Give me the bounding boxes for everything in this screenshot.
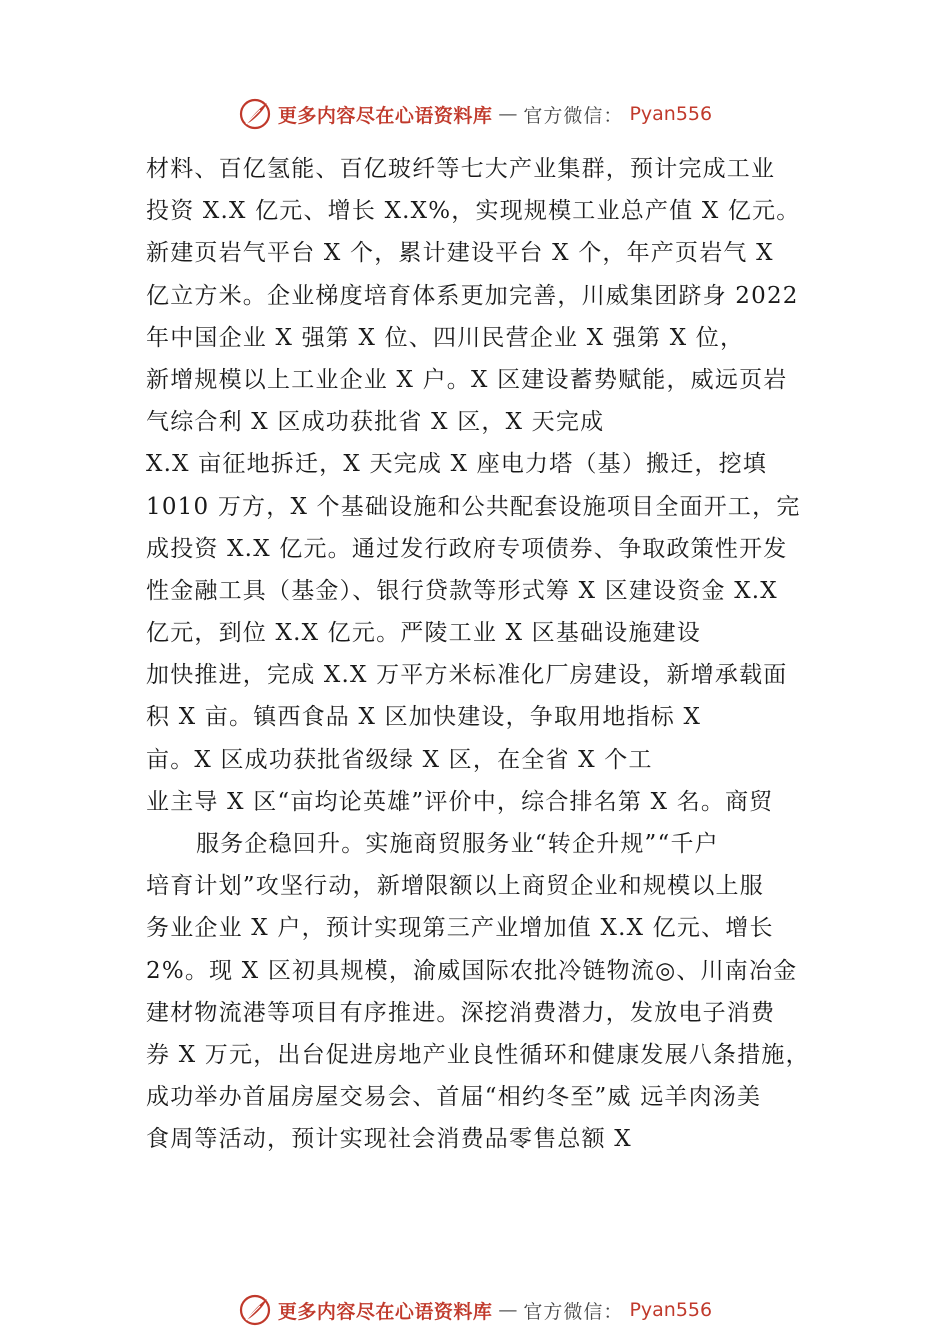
text-line: 成功举办首届房屋交易会、首届“相约冬至”威 远羊肉汤美 bbox=[146, 1084, 762, 1111]
footer-wechat-label: 官方微信： bbox=[523, 1300, 624, 1323]
header-title: 更多内容尽在心语资料库 bbox=[277, 104, 493, 127]
text-line: 食周等活动，预计实现社会消费品零售总额 X bbox=[146, 1126, 632, 1153]
document-body bbox=[146, 148, 826, 1161]
text-line: 1010 万方，X 个基础设施和公共配套设施项目全面开工，完 bbox=[146, 493, 801, 520]
text-line: 新建页岩气平台 X 个，累计建设平台 X 个，年产页岩气 X bbox=[146, 240, 774, 267]
text-line: 新增规模以上工业企业 X 户。X 区建设蓄势赋能，威远页岩 bbox=[146, 366, 788, 393]
header-wechat-label: 官方微信： bbox=[523, 104, 624, 127]
text-line: 投资 X.X 亿元、增长 X.X%，实现规模工业总产值 X 亿元。 bbox=[146, 198, 801, 225]
text-line: 亿立方米。企业梯度培育体系更加完善，川威集团跻身 2022 bbox=[146, 282, 799, 309]
text-line: 成投资 X.X 亿元。通过发行政府专项债券、争取政策性开发 bbox=[146, 535, 788, 562]
text-line: 培育计划”攻坚行动，新增限额以上商贸企业和规模以上服 bbox=[146, 873, 764, 900]
header-banner bbox=[0, 94, 950, 134]
text-line: 积 X 亩。镇西食品 X 区加快建设，争取用地指标 X bbox=[146, 704, 702, 731]
footer-title: 更多内容尽在心语资料库 bbox=[277, 1300, 493, 1323]
text-line: 气综合利 X 区成功获批省 X 区，X 天完成 bbox=[146, 409, 605, 436]
text-line: 业主导 X 区“亩均论英雄”评价中，综合排名第 X 名。商贸 bbox=[146, 788, 774, 815]
text-line: 亿元，到位 X.X 亿元。严陵工业 X 区基础设施建设 bbox=[146, 620, 702, 647]
text-line: X.X 亩征地拆迁，X 天完成 X 座电力塔（基）搬迁，挖填 bbox=[146, 451, 768, 478]
footer-wechat-id: Pyan556 bbox=[629, 1299, 713, 1321]
text-line: 性金融工具（基金）、银行贷款等形式筹 X 区建设资金 X.X bbox=[146, 577, 778, 604]
text-line: 年中国企业 X 强第 X 位、四川民营企业 X 强第 X 位， bbox=[146, 324, 745, 351]
footer-banner bbox=[0, 1290, 950, 1330]
text-line: 券 X 万元，出台促进房地产业良性循环和健康发展八条措施， bbox=[146, 1041, 810, 1068]
footer-separator: — bbox=[498, 1299, 518, 1321]
header-wechat-id: Pyan556 bbox=[629, 103, 713, 125]
feather-pen-logo-icon bbox=[238, 97, 272, 131]
header-separator: — bbox=[498, 103, 518, 125]
text-line: 务业企业 X 户，预计实现第三产业增加值 X.X 亿元、增长 bbox=[146, 915, 774, 942]
text-line: 材料、百亿氢能、百亿玻纤等七大产业集群，预计完成工业 bbox=[146, 156, 776, 182]
feather-pen-logo-icon bbox=[238, 1293, 272, 1327]
text-line: 加快推进，完成 X.X 万平方米标准化厂房建设，新增承载面 bbox=[146, 662, 788, 689]
text-line: 建材物流港等项目有序推进。深挖消费潜力，发放电子消费 bbox=[146, 999, 776, 1026]
text-line: 服务企稳回升。实施商贸服务业“转企升规”“千户 bbox=[196, 831, 719, 857]
text-line: 亩。X 区成功获批省级绿 X 区，在全省 X 个工 bbox=[146, 746, 653, 773]
text-line: 2%。现 X 区初具规模，渝威国际农批冷链物流◎、川南冶金 bbox=[146, 957, 798, 984]
